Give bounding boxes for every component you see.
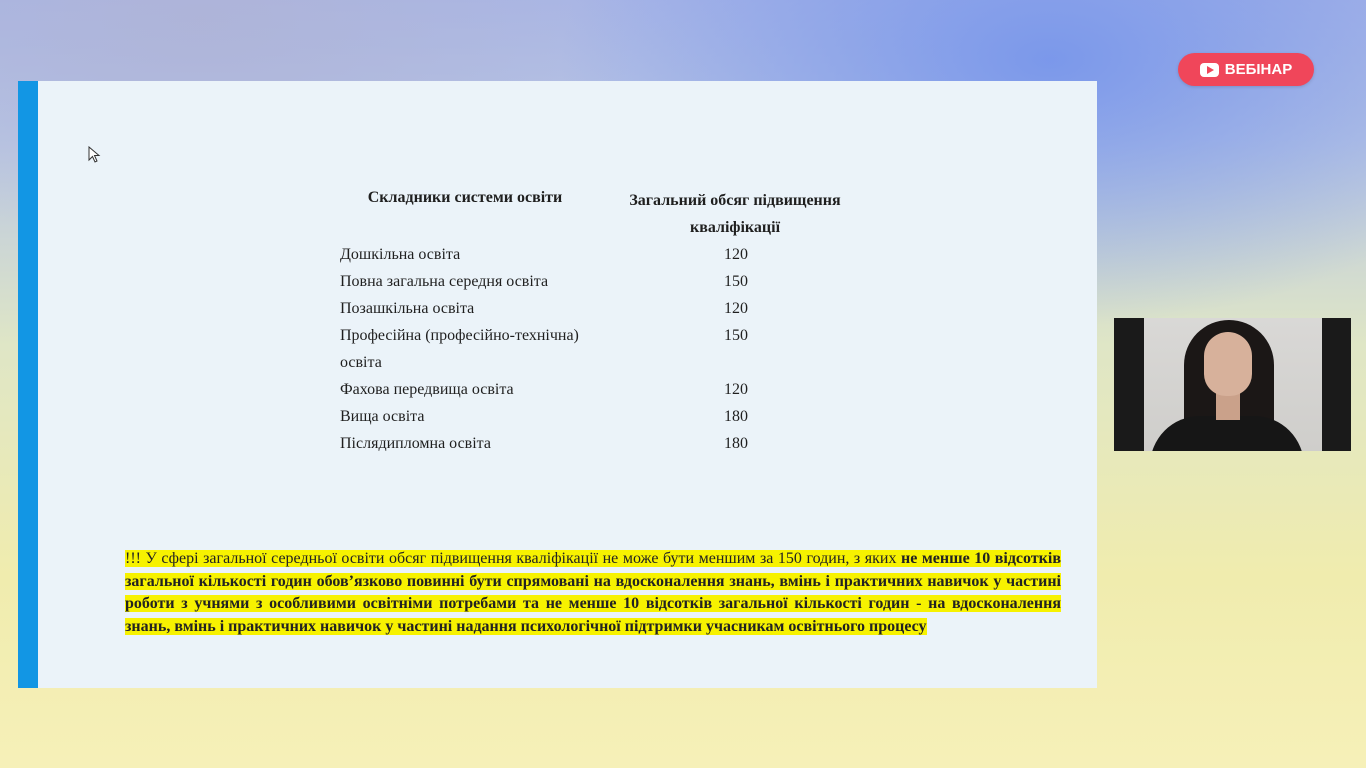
row-name: Дошкільна освіта [340, 246, 461, 263]
presenter-video-icon [1114, 318, 1351, 451]
table-row [340, 295, 900, 322]
qualification-table [340, 187, 900, 457]
table-row [340, 322, 900, 376]
row-value: 120 [724, 300, 748, 317]
slide-accent-bar [18, 81, 38, 688]
row-value: 150 [724, 327, 748, 344]
video-background [1144, 318, 1322, 451]
row-value: 120 [724, 381, 748, 398]
note-normal-text: !!! У сфері загальної середньої освіти обсяг підвищення кваліфікації не може бути меншим за 150 годин, з яких [125, 550, 902, 567]
row-name: Позашкільна освіта [340, 300, 475, 317]
row-name: Професійна (професійно-технічна) освіта [340, 327, 579, 371]
row-name: Післядипломна освіта [340, 435, 491, 452]
youtube-icon [1200, 63, 1219, 77]
presentation-slide [18, 81, 1097, 688]
highlighted-note [125, 548, 1061, 638]
row-value: 180 [724, 408, 748, 425]
table-row [340, 403, 900, 430]
row-name: Фахова передвища освіта [340, 381, 514, 398]
table-header [340, 187, 900, 241]
header-total-volume: Загальний обсяг підвищення кваліфікації [629, 192, 841, 236]
row-name: Повна загальна середня освіта [340, 273, 549, 290]
table-row [340, 241, 900, 268]
webinar-badge-label: ВЕБІНАР [1224, 61, 1293, 78]
presenter-body [1150, 416, 1304, 451]
row-name: Вища освіта [340, 408, 425, 425]
header-components: Складники системи освіти [367, 189, 563, 206]
presenter-face [1204, 332, 1252, 396]
row-value: 150 [724, 273, 748, 290]
table-row [340, 268, 900, 295]
row-value: 180 [724, 435, 748, 452]
row-value: 120 [724, 246, 748, 263]
table-row [340, 376, 900, 403]
mouse-cursor-icon [88, 146, 102, 164]
table-row [340, 430, 900, 457]
webinar-badge [1178, 53, 1314, 86]
note-bold-text: не менше 10 відсотків загальної кількості годин обов’язково повинні бути спрямовані на вдосконалення знань, вмінь і практичних навичок у частині роботи з учнями з особливими освітніми потребами та не менше 10 відсотків загальної кількості годин - на вдосконалення знань, вмінь і практичних навичок у частині надання психологічної підтримки учасникам освітнього процесу [125, 550, 1061, 635]
